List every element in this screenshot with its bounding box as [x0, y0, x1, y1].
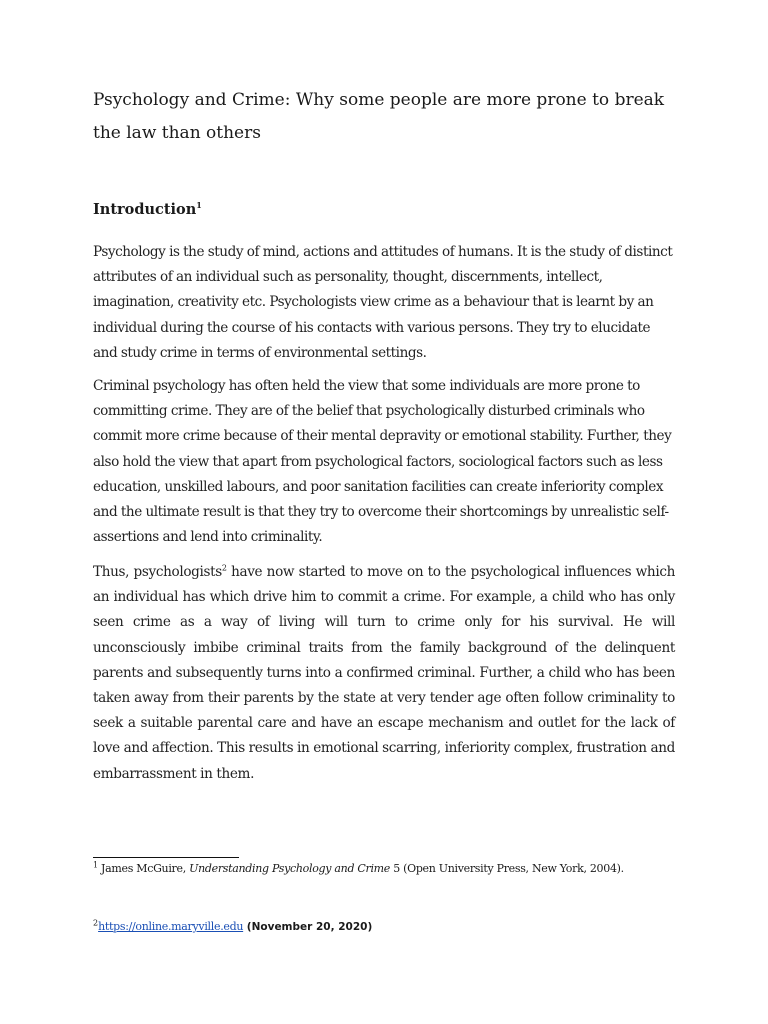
footnote-1-author: James McGuire, — [97, 862, 186, 875]
footnote-2-link[interactable]: https://online.maryville.edu — [98, 920, 244, 933]
footnote-1 — [93, 862, 624, 875]
footnote-marker-2[interactable]: 2 — [221, 563, 227, 573]
paragraph-1: Psychology is the study of mind, actions and attitudes of humans. It is the study of distinct attributes of an individual such as personality, thought, discernments, intellect, imagination, creativity etc. Psychologists view crime as a behaviour that is learnt by an individual during the course of his contacts with various persons. They try to elucidate and study crime in terms of environmental settings. — [93, 244, 673, 361]
introduction-heading — [93, 201, 202, 218]
paragraph-3-start: Thus, psychologists — [93, 564, 222, 580]
footnote-2-date: (November 20, 2020) — [243, 921, 373, 933]
footnote-1-work-title: Understanding Psychology and Crime — [185, 862, 391, 875]
introduction-heading-text: Introduction — [93, 201, 197, 218]
footnote-2 — [93, 920, 372, 933]
footnote-1-marker: 1 — [93, 860, 98, 870]
footnote-1-details: 5 (Open University Press, New York, 2004). — [390, 862, 624, 875]
document-title: Psychology and Crime: Why some people are more prone to break the law than others — [93, 90, 665, 143]
footnote-marker-1[interactable]: 1 — [196, 200, 202, 211]
footnote-separator — [93, 857, 239, 858]
paragraph-2: Criminal psychology has often held the view that some individuals are more prone to committing crime. They are of the belief that psychologically disturbed criminals who commit more crime because of their mental depravity or emotional stability. Further, they also hold the view that apart from psychological factors, sociological factors such as less education, unskilled labours, and poor sanitation facilities can create inferiority complex and the ultimate result is that they try to overcome their shortcomings by unrealistic self-assertions and lend into criminality. — [93, 378, 672, 546]
paragraph-3 — [93, 560, 675, 787]
paragraph-3-rest: have now started to move on to the psychological influences which an individual has which drive him to commit a crime. For example, a child who has only seen crime as a way of living will turn to crime only for his survival. He will unconsciously imbibe criminal traits from the family background of the delinquent parents and subsequently turns into a confirmed criminal. Further, a child who has been taken away from their parents by the state at very tender age often follow criminality to seek a suitable parental care and have an escape mechanism and outlet for the lack of love and affection. This results in emotional scarring, inferiority complex, frustration and embarrassment in them. — [93, 564, 675, 782]
footnote-2-marker: 2 — [93, 918, 99, 928]
